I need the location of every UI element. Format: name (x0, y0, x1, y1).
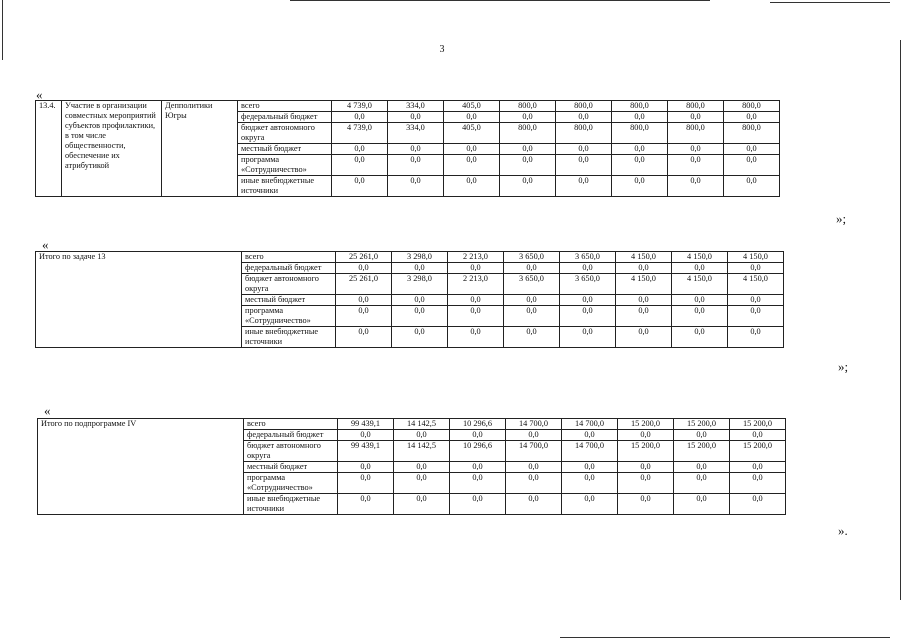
source-label: иные внебюджетные источники (242, 327, 336, 348)
value-cell: 405,0 (444, 123, 500, 144)
value-cell: 0,0 (618, 494, 674, 515)
value-cell: 15 200,0 (730, 419, 786, 430)
scan-edge-bottom (560, 637, 890, 638)
value-cell: 0,0 (618, 430, 674, 441)
value-cell: 0,0 (500, 144, 556, 155)
value-cell: 0,0 (556, 144, 612, 155)
value-cell: 0,0 (730, 494, 786, 515)
value-cell: 0,0 (724, 155, 780, 176)
table-row (36, 101, 780, 112)
value-cell: 0,0 (556, 176, 612, 197)
value-cell: 0,0 (562, 430, 618, 441)
value-cell: 0,0 (728, 295, 784, 306)
value-cell: 15 200,0 (618, 419, 674, 430)
value-cell: 10 296,6 (450, 419, 506, 430)
value-cell: 0,0 (388, 155, 444, 176)
value-cell: 0,0 (724, 144, 780, 155)
source-label: всего (244, 419, 338, 430)
value-cell: 0,0 (388, 112, 444, 123)
value-cell: 14 142,5 (394, 419, 450, 430)
value-cell: 0,0 (674, 473, 730, 494)
value-cell: 4 150,0 (616, 252, 672, 263)
source-label: всего (242, 252, 336, 263)
value-cell: 4 150,0 (672, 274, 728, 295)
value-cell: 4 150,0 (728, 252, 784, 263)
value-cell: 0,0 (444, 155, 500, 176)
closing-quote: »; (838, 359, 849, 374)
value-cell: 800,0 (500, 123, 556, 144)
value-cell: 0,0 (672, 306, 728, 327)
value-cell: 0,0 (504, 306, 560, 327)
value-cell: 3 298,0 (392, 274, 448, 295)
value-cell: 0,0 (730, 473, 786, 494)
value-cell: 800,0 (724, 123, 780, 144)
value-cell: 0,0 (450, 462, 506, 473)
value-cell: 0,0 (392, 295, 448, 306)
value-cell: 0,0 (668, 155, 724, 176)
value-cell: 0,0 (672, 263, 728, 274)
value-cell: 4 150,0 (616, 274, 672, 295)
value-cell: 0,0 (388, 176, 444, 197)
opening-quote: « (36, 87, 43, 102)
opening-quote: « (44, 403, 51, 418)
value-cell: 0,0 (500, 112, 556, 123)
value-cell: 0,0 (506, 462, 562, 473)
source-label: программа «Сотрудничество» (244, 473, 338, 494)
value-cell: 0,0 (332, 112, 388, 123)
value-cell: 3 650,0 (504, 274, 560, 295)
value-cell: 0,0 (674, 462, 730, 473)
value-cell: 2 213,0 (448, 274, 504, 295)
value-cell: 0,0 (612, 176, 668, 197)
value-cell: 0,0 (562, 462, 618, 473)
value-cell: 15 200,0 (730, 441, 786, 462)
value-cell: 15 200,0 (674, 419, 730, 430)
source-label: программа «Сотрудничество» (242, 306, 336, 327)
source-label: бюджет автономного округа (238, 123, 332, 144)
value-cell: 0,0 (444, 144, 500, 155)
value-cell: 800,0 (668, 123, 724, 144)
source-label: федеральный бюджет (238, 112, 332, 123)
value-cell: 0,0 (668, 144, 724, 155)
value-cell: 800,0 (724, 101, 780, 112)
source-label: программа «Сотрудничество» (238, 155, 332, 176)
value-cell: 0,0 (506, 430, 562, 441)
value-cell: 0,0 (728, 327, 784, 348)
value-cell: 0,0 (450, 494, 506, 515)
value-cell: 0,0 (612, 112, 668, 123)
value-cell: 0,0 (616, 263, 672, 274)
value-cell: 0,0 (616, 306, 672, 327)
value-cell: 3 650,0 (560, 252, 616, 263)
source-label: бюджет автономного округа (244, 441, 338, 462)
value-cell: 0,0 (450, 430, 506, 441)
value-cell: 4 739,0 (332, 123, 388, 144)
value-cell: 0,0 (724, 112, 780, 123)
value-cell: 3 298,0 (392, 252, 448, 263)
value-cell: 14 700,0 (506, 441, 562, 462)
value-cell: 0,0 (618, 473, 674, 494)
total-label: Итого по подпрограмме IV (38, 419, 244, 515)
value-cell: 800,0 (500, 101, 556, 112)
table-row (38, 419, 786, 430)
value-cell: 0,0 (728, 306, 784, 327)
value-cell: 0,0 (672, 295, 728, 306)
source-label: местный бюджет (242, 295, 336, 306)
value-cell: 0,0 (506, 473, 562, 494)
value-cell: 99 439,1 (338, 441, 394, 462)
table-row (36, 252, 784, 263)
value-cell: 0,0 (332, 176, 388, 197)
scan-edge-right (900, 40, 901, 600)
value-cell: 0,0 (336, 295, 392, 306)
value-cell: 3 650,0 (504, 252, 560, 263)
source-label: иные внебюджетные источники (238, 176, 332, 197)
value-cell: 0,0 (332, 155, 388, 176)
value-cell: 4 150,0 (728, 274, 784, 295)
value-cell: 800,0 (556, 123, 612, 144)
row-number: 13.4. (36, 101, 62, 197)
value-cell: 800,0 (556, 101, 612, 112)
value-cell: 0,0 (556, 112, 612, 123)
value-cell: 0,0 (394, 462, 450, 473)
value-cell: 25 261,0 (336, 274, 392, 295)
value-cell: 0,0 (616, 327, 672, 348)
source-label: всего (238, 101, 332, 112)
value-cell: 4 739,0 (332, 101, 388, 112)
value-cell: 0,0 (448, 295, 504, 306)
value-cell: 0,0 (668, 176, 724, 197)
value-cell: 0,0 (394, 494, 450, 515)
source-label: местный бюджет (238, 144, 332, 155)
value-cell: 4 150,0 (672, 252, 728, 263)
value-cell: 0,0 (500, 155, 556, 176)
source-label: местный бюджет (244, 462, 338, 473)
value-cell: 334,0 (388, 123, 444, 144)
value-cell: 0,0 (388, 144, 444, 155)
value-cell: 15 200,0 (618, 441, 674, 462)
value-cell: 334,0 (388, 101, 444, 112)
value-cell: 800,0 (668, 101, 724, 112)
value-cell: 0,0 (560, 306, 616, 327)
scan-edge-left (2, 0, 3, 60)
source-label: бюджет автономного округа (242, 274, 336, 295)
value-cell: 0,0 (336, 263, 392, 274)
value-cell: 14 700,0 (506, 419, 562, 430)
value-cell: 0,0 (618, 462, 674, 473)
measure-name: Участие в организации совместных мероприятий субъектов профилактики, в том числе общественности, обеспечение их атрибутикой (62, 101, 162, 197)
value-cell: 0,0 (616, 295, 672, 306)
value-cell: 0,0 (444, 112, 500, 123)
value-cell: 0,0 (448, 306, 504, 327)
value-cell: 0,0 (444, 176, 500, 197)
value-cell: 15 200,0 (674, 441, 730, 462)
value-cell: 0,0 (338, 473, 394, 494)
value-cell: 0,0 (392, 263, 448, 274)
value-cell: 14 142,5 (394, 441, 450, 462)
scan-edge-top (290, 0, 710, 1)
source-label: федеральный бюджет (244, 430, 338, 441)
value-cell: 0,0 (674, 430, 730, 441)
value-cell: 3 650,0 (560, 274, 616, 295)
value-cell: 0,0 (504, 327, 560, 348)
value-cell: 99 439,1 (338, 419, 394, 430)
value-cell: 405,0 (444, 101, 500, 112)
value-cell: 0,0 (724, 176, 780, 197)
value-cell: 0,0 (336, 327, 392, 348)
value-cell: 0,0 (448, 263, 504, 274)
value-cell: 0,0 (450, 473, 506, 494)
value-cell: 0,0 (730, 430, 786, 441)
value-cell: 0,0 (730, 462, 786, 473)
value-cell: 0,0 (500, 176, 556, 197)
value-cell: 0,0 (672, 327, 728, 348)
executor: Депполитики Югры (162, 101, 238, 197)
value-cell: 0,0 (336, 306, 392, 327)
value-cell: 0,0 (332, 144, 388, 155)
value-cell: 0,0 (562, 494, 618, 515)
value-cell: 0,0 (338, 462, 394, 473)
value-cell: 0,0 (612, 144, 668, 155)
value-cell: 14 700,0 (562, 441, 618, 462)
value-cell: 0,0 (392, 327, 448, 348)
table-block-13-4 (35, 100, 780, 197)
source-label: федеральный бюджет (242, 263, 336, 274)
value-cell: 0,0 (506, 494, 562, 515)
value-cell: 14 700,0 (562, 419, 618, 430)
value-cell: 0,0 (560, 295, 616, 306)
value-cell: 0,0 (560, 327, 616, 348)
value-cell: 0,0 (504, 263, 560, 274)
closing-quote: ». (838, 523, 848, 538)
value-cell: 800,0 (612, 101, 668, 112)
source-label: иные внебюджетные источники (244, 494, 338, 515)
value-cell: 0,0 (392, 306, 448, 327)
closing-quote: »; (836, 211, 847, 226)
value-cell: 0,0 (560, 263, 616, 274)
total-label: Итого по задаче 13 (36, 252, 242, 348)
value-cell: 0,0 (674, 494, 730, 515)
value-cell: 2 213,0 (448, 252, 504, 263)
value-cell: 0,0 (338, 430, 394, 441)
value-cell: 10 296,6 (450, 441, 506, 462)
table-total-task-13 (35, 251, 784, 348)
value-cell: 25 261,0 (336, 252, 392, 263)
value-cell: 0,0 (448, 327, 504, 348)
page-number: 3 (439, 44, 445, 55)
opening-quote: « (42, 237, 49, 252)
table-total-subprogram-iv (37, 418, 786, 515)
value-cell: 800,0 (612, 123, 668, 144)
value-cell: 0,0 (668, 112, 724, 123)
value-cell: 0,0 (394, 473, 450, 494)
value-cell: 0,0 (612, 155, 668, 176)
value-cell: 0,0 (562, 473, 618, 494)
value-cell: 0,0 (394, 430, 450, 441)
value-cell: 0,0 (338, 494, 394, 515)
value-cell: 0,0 (728, 263, 784, 274)
scan-edge-top-right (770, 2, 890, 3)
value-cell: 0,0 (556, 155, 612, 176)
value-cell: 0,0 (504, 295, 560, 306)
